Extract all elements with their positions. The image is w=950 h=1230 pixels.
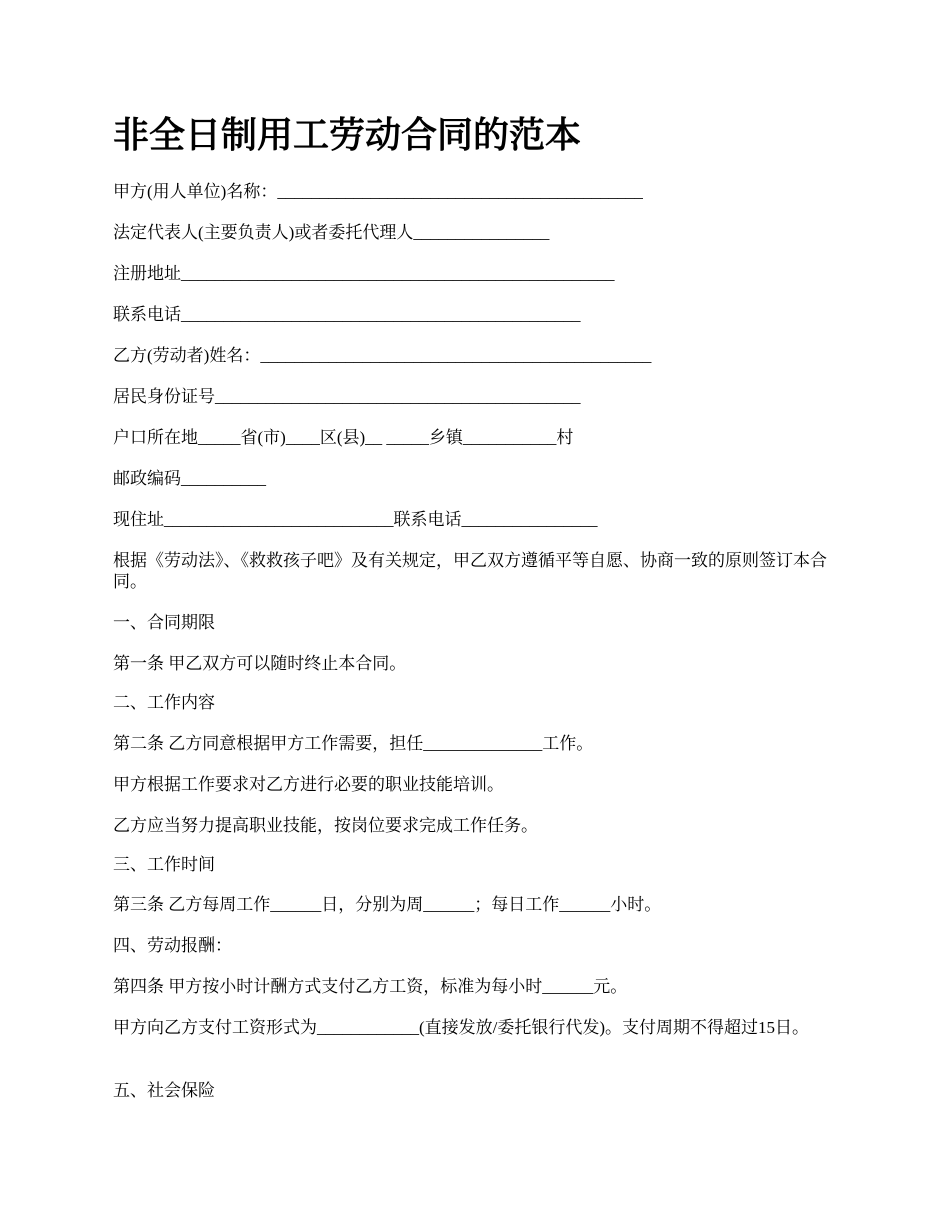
section-4-heading: 四、劳动报酬： xyxy=(113,936,232,955)
legal-representative-line: 法定代表人(主要负责人)或者委托代理人________________ xyxy=(113,223,550,242)
section-3-heading: 三、工作时间 xyxy=(113,855,215,874)
section-1-heading: 一、合同期限 xyxy=(113,613,215,632)
section-5-heading: 五、社会保险 xyxy=(113,1081,215,1100)
current-address-line: 现住址___________________________联系电话________________ xyxy=(113,510,598,529)
article-1-text: 第一条 甲乙双方可以随时终止本合同。 xyxy=(113,654,407,673)
registered-address-line: 注册地址___________________________________________________ xyxy=(113,264,615,283)
household-registration-line: 户口所在地_____省(市)____区(县)__ _____乡镇___________村 xyxy=(113,428,574,447)
document-title: 非全日制用工劳动合同的范本 xyxy=(113,115,582,156)
id-number-line: 居民身份证号___________________________________________ xyxy=(113,387,581,406)
section-2-heading: 二、工作内容 xyxy=(113,693,215,712)
article-3-text: 第三条 乙方每周工作______日，分别为周______；每日工作______小时。 xyxy=(113,895,662,914)
article-4-text: 第四条 甲方按小时计酬方式支付乙方工资，标准为每小时______元。 xyxy=(113,977,628,996)
article-2-text: 第二条 乙方同意根据甲方工作需要，担任______________工作。 xyxy=(113,734,594,753)
preamble-paragraph: 根据《劳动法》、《救救孩子吧》及有关规定，甲乙双方遵循平等自愿、协商一致的原则签订本合同。 xyxy=(113,551,827,591)
duty-text: 乙方应当努力提高职业技能，按岗位要求完成工作任务。 xyxy=(113,816,538,835)
employer-phone-line: 联系电话_______________________________________________ xyxy=(113,305,581,324)
employee-name-line: 乙方(劳动者)姓名：______________________________________________ xyxy=(113,346,652,365)
training-text: 甲方根据工作要求对乙方进行必要的职业技能培训。 xyxy=(113,775,504,794)
postal-code-line: 邮政编码__________ xyxy=(113,469,266,488)
employer-name-line: 甲方(用人单位)名称：___________________________________________ xyxy=(113,182,643,201)
payment-method-paragraph: 甲方向乙方支付工资形式为____________(直接发放/委托银行代发)。支付周期不得超过15日。 xyxy=(113,1018,810,1037)
